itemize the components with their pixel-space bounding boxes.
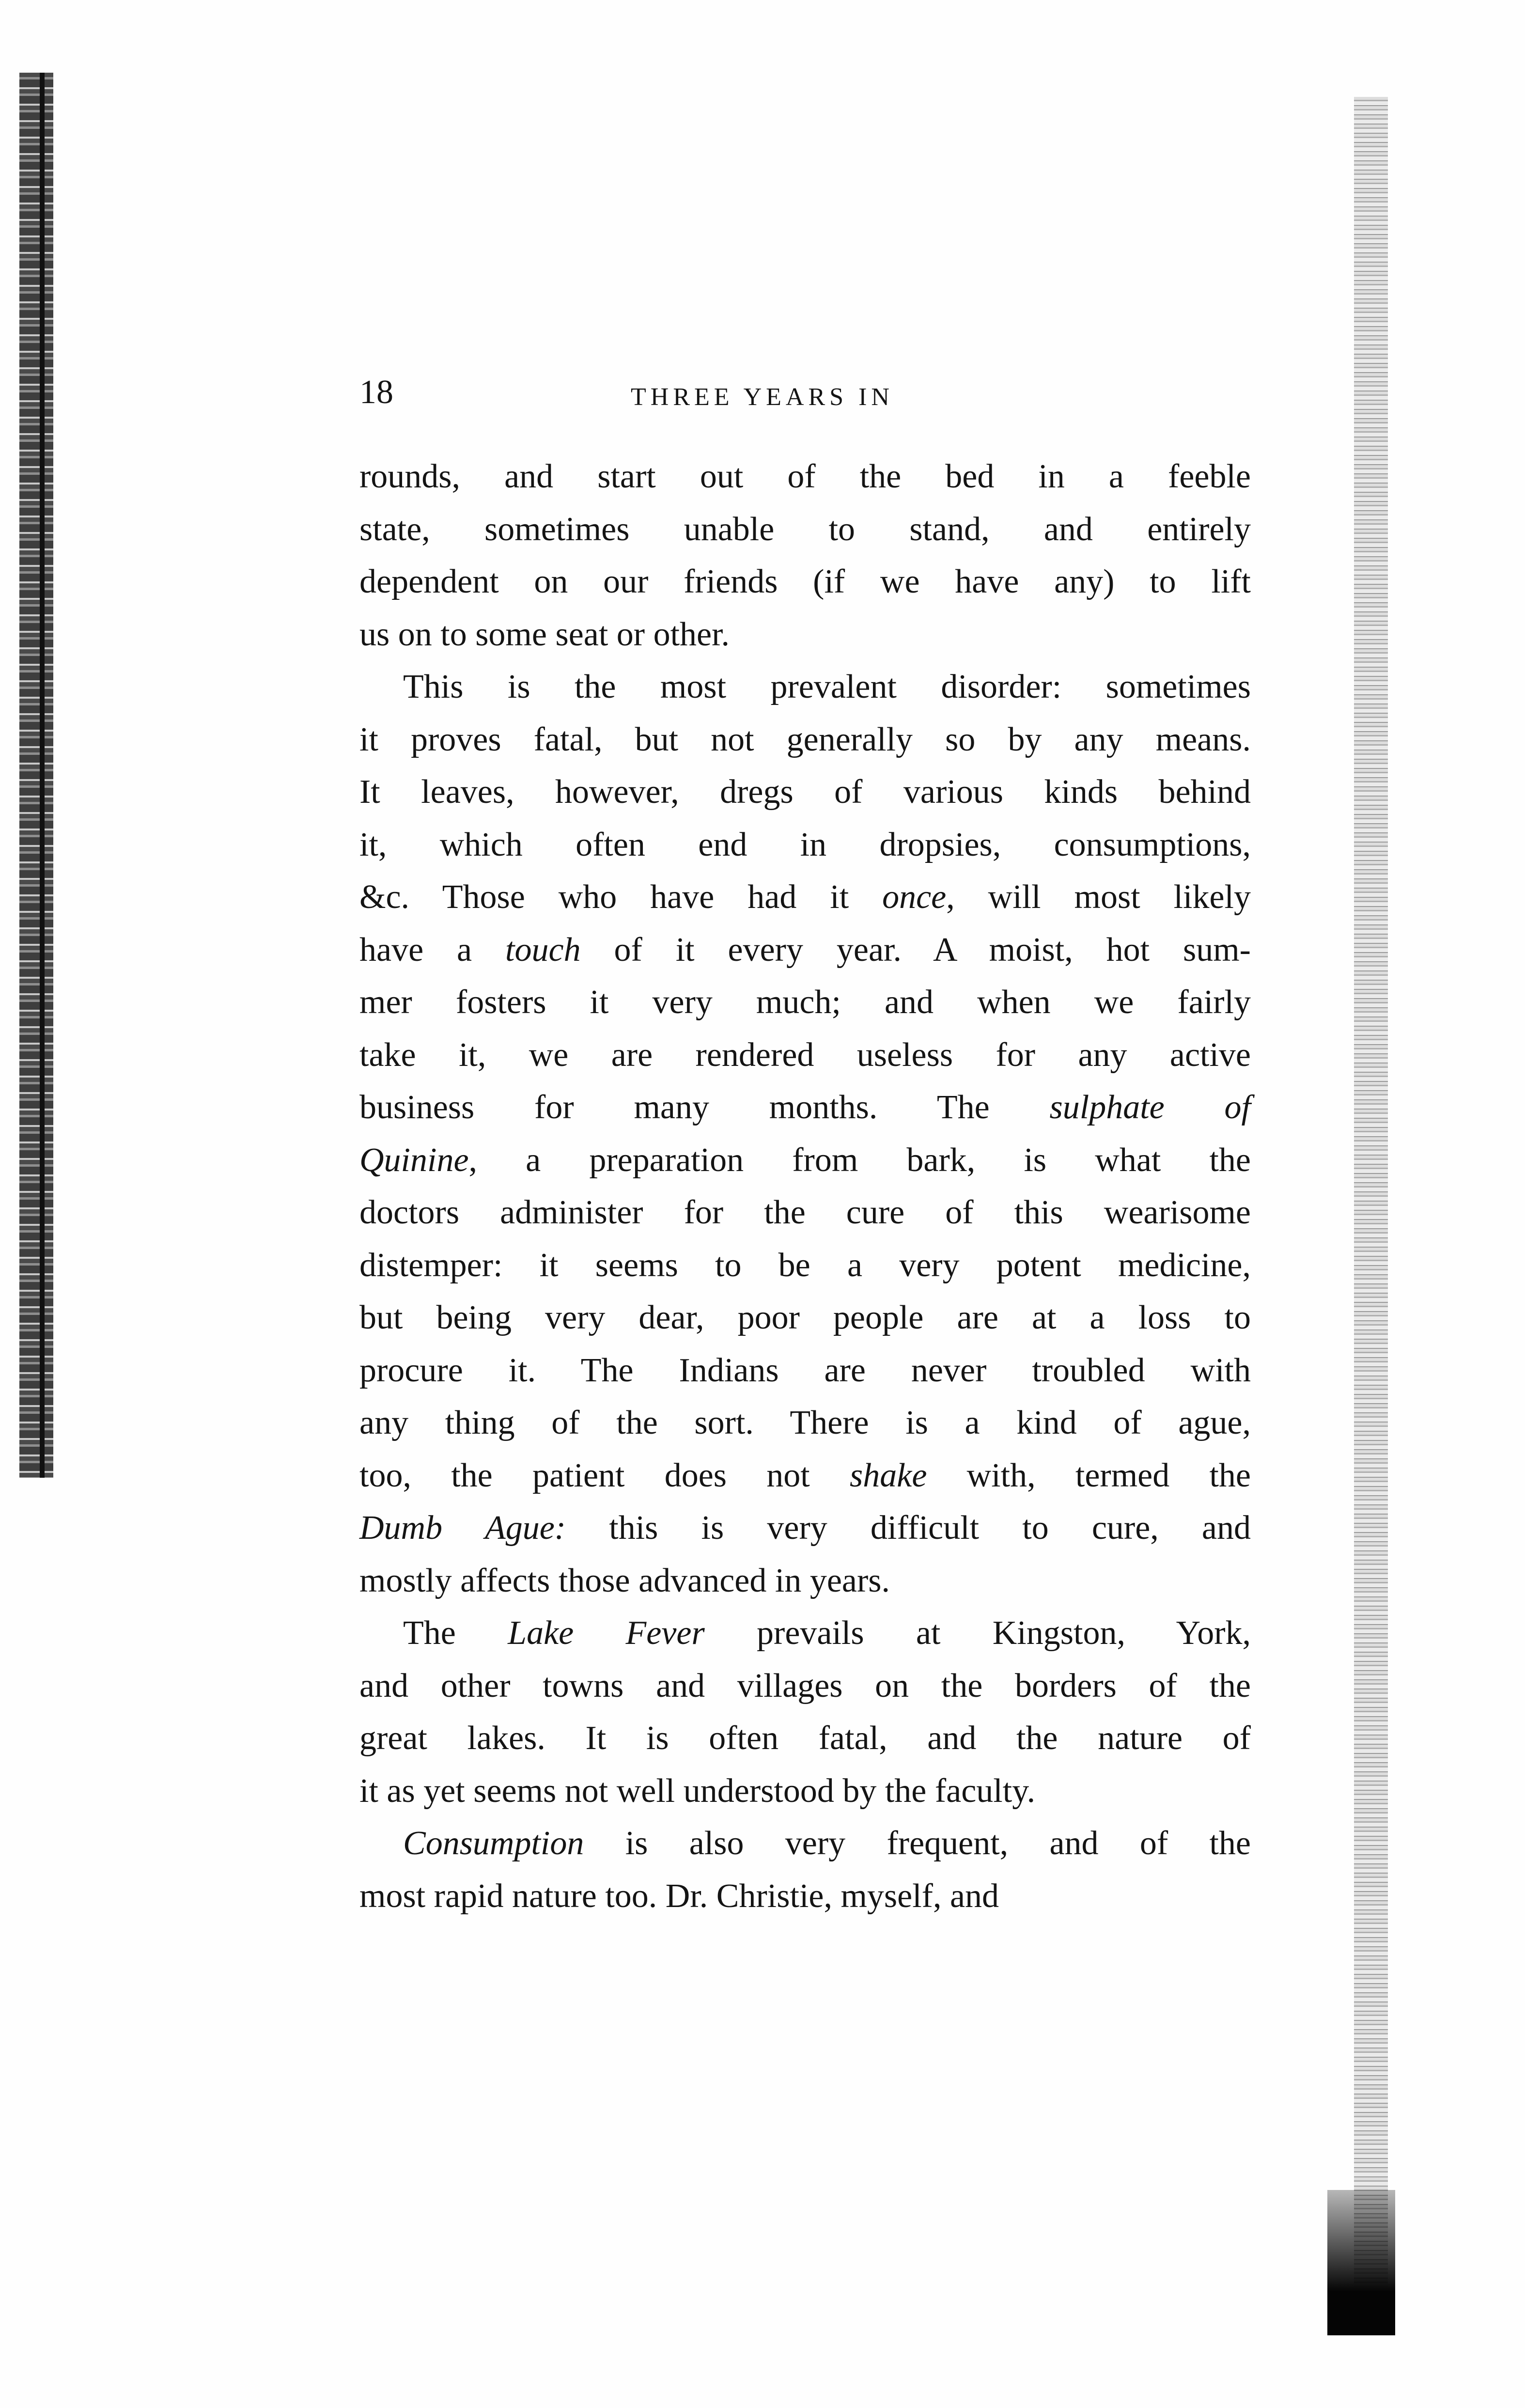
text-line: [359, 1712, 1251, 1765]
text-segment: most rapid nature too. Dr. Christie, myself, and: [359, 1877, 999, 1915]
italic-text: once: [882, 878, 947, 916]
text-segment: of it every year. A moist, hot sum-: [580, 931, 1251, 969]
text-segment: with, termed the: [927, 1456, 1251, 1494]
text-line: [359, 1502, 1251, 1555]
text-segment: mer fosters it very much; and when we fairly: [359, 984, 1251, 1021]
text-line: [359, 924, 1251, 977]
text-segment: This is the most prevalent disorder: sometimes: [403, 668, 1251, 705]
text-line: [359, 1292, 1251, 1345]
italic-text: Dumb Ague:: [359, 1509, 566, 1547]
text-segment: and other towns and villages on the borders of the: [359, 1667, 1251, 1704]
text-line: [359, 1397, 1251, 1450]
text-segment: it, which often end in dropsies, consumptions,: [359, 826, 1251, 863]
page-edge-right: [1354, 97, 1388, 2287]
text-segment: dependent on our friends (if we have any) to lift: [359, 563, 1251, 600]
text-line: [359, 1134, 1251, 1187]
text-line: [359, 556, 1251, 609]
italic-text: Consumption: [403, 1825, 584, 1862]
italic-text: shake: [850, 1456, 927, 1494]
text-segment: , will most likely: [946, 878, 1251, 916]
text-segment: state, sometimes unable to stand, and entirely: [359, 510, 1251, 548]
paragraph: [359, 1607, 1251, 1817]
text-segment: us on to some seat or other.: [359, 615, 730, 653]
text-line: [359, 1187, 1251, 1239]
text-line: [359, 1817, 1251, 1870]
paragraph: [359, 451, 1251, 661]
text-line: [359, 714, 1251, 766]
text-line: [359, 1450, 1251, 1502]
text-segment: but being very dear, poor people are at a loss to: [359, 1299, 1251, 1336]
text-line: [359, 1870, 1251, 1923]
page-edge-shadow: [1327, 2190, 1395, 2335]
italic-text: sulphate of: [1049, 1089, 1251, 1126]
paragraph: [359, 1817, 1251, 1923]
italic-text: Lake Fever: [508, 1614, 705, 1652]
text-segment: this is very difficult to cure, and: [566, 1509, 1251, 1547]
text-segment: , a preparation from bark, is what the: [468, 1141, 1251, 1179]
text-line: [359, 766, 1251, 819]
text-line: [359, 1607, 1251, 1660]
text-segment: The: [403, 1614, 508, 1652]
text-segment: have a: [359, 931, 506, 969]
text-segment: too, the patient does not: [359, 1456, 850, 1494]
text-segment: take it, we are rendered useless for any active: [359, 1036, 1251, 1074]
text-segment: doctors administer for the cure of this wearisome: [359, 1194, 1251, 1231]
text-segment: &c. Those who have had it: [359, 878, 883, 916]
italic-text: touch: [505, 931, 581, 969]
text-segment: it proves fatal, but not generally so by any means.: [359, 720, 1251, 758]
text-segment: mostly affects those advanced in years.: [359, 1562, 890, 1599]
paragraph: [359, 661, 1251, 1607]
text-line: [359, 503, 1251, 556]
italic-text: Quinine: [359, 1141, 469, 1179]
text-line: [359, 1239, 1251, 1292]
text-segment: It leaves, however, dregs of various kinds behind: [359, 773, 1251, 811]
text-segment: is also very frequent, and of the: [584, 1825, 1251, 1862]
text-line: [359, 661, 1251, 714]
text-line: [359, 1660, 1251, 1713]
text-segment: prevails at Kingston, York,: [704, 1614, 1251, 1652]
text-segment: it as yet seems not well understood by the faculty.: [359, 1772, 1036, 1810]
binding-shadow-left: [19, 73, 53, 1478]
text-segment: business for many months. The: [359, 1089, 1050, 1126]
text-segment: great lakes. It is often fatal, and the nature of: [359, 1720, 1251, 1757]
binding-edge-left: [40, 73, 45, 1478]
text-segment: rounds, and start out of the bed in a feeble: [359, 458, 1251, 495]
text-segment: any thing of the sort. There is a kind of ague,: [359, 1404, 1251, 1441]
text-line: [359, 609, 1251, 661]
text-segment: procure it. The Indians are never troubled with: [359, 1351, 1251, 1389]
page-header: [359, 368, 1246, 422]
running-head: THREE YEARS IN: [631, 383, 894, 411]
page-number: 18: [359, 374, 393, 411]
text-line: [359, 1555, 1251, 1608]
text-line: [359, 1029, 1251, 1082]
text-line: [359, 1345, 1251, 1397]
text-line: [359, 451, 1251, 503]
text-line: [359, 871, 1251, 924]
text-line: [359, 976, 1251, 1029]
text-line: [359, 1081, 1251, 1134]
text-segment: distemper: it seems to be a very potent medicine,: [359, 1246, 1251, 1284]
body-text: [359, 451, 1251, 1923]
text-line: [359, 819, 1251, 872]
text-line: [359, 1765, 1251, 1818]
